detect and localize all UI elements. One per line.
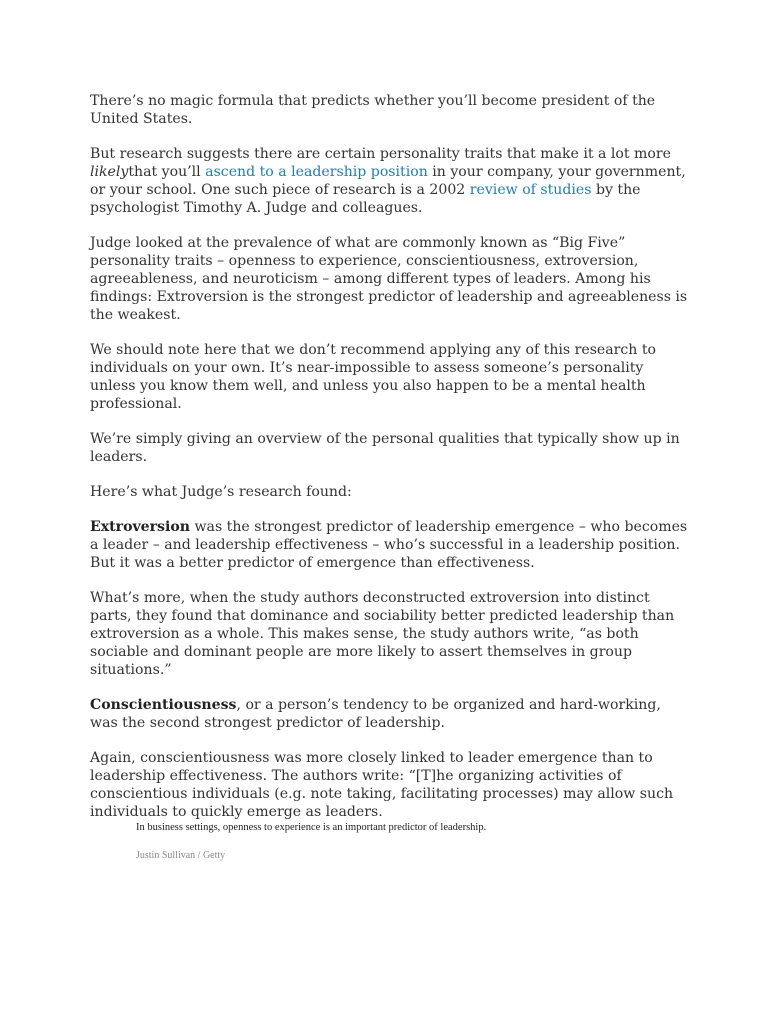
paragraph-emergence: Again, conscientiousness was more closely linked to leader emergence than to leadership effectiveness. The authors write: “[T]he organizing activities of conscientious individuals (e.g. note taking, facilitating processes) may allow such individuals to quickly emerge as leaders. bbox=[90, 750, 674, 820]
figure-caption: In business settings, openness to experience is an important predictor of leadership. bbox=[136, 822, 487, 833]
paragraph-text: was the strongest predictor of leadership emergence – who becomes a leader – and leadership effectiveness – who’s successful in a leadership position. But it was a better predictor of emergence than effectiveness. bbox=[90, 519, 688, 571]
emphasis-likely: likely bbox=[90, 164, 129, 180]
paragraph-research bbox=[90, 145, 690, 217]
paragraph-text: But research suggests there are certain personality traits that make it a lot more bbox=[90, 146, 671, 162]
term-conscientiousness: Conscientiousness bbox=[90, 697, 237, 713]
paragraph-disclaimer: We should note here that we don’t recommend applying any of this research to individuals on your own. It’s near-impossible to assess someone’s personality unless you know them well, and unless you also happen to be a mental health professional. bbox=[90, 342, 656, 412]
paragraph-overview: We’re simply giving an overview of the personal qualities that typically show up in leaders. bbox=[90, 431, 680, 465]
paragraph-text: that you’ll bbox=[128, 164, 206, 180]
paragraph-text: by the psychologist Timothy A. Judge and colleagues. bbox=[90, 182, 641, 216]
paragraph-extroversion bbox=[90, 518, 690, 572]
paragraph-dominance: What’s more, when the study authors deconstructed extroversion into distinct parts, they found that dominance and sociability better predicted leadership than extroversion as a whole. This makes sense, the study authors write, “as both sociable and dominant people are more likely to assert themselves in group situations.” bbox=[90, 590, 675, 678]
figure-credit: Justin Sullivan / Getty bbox=[136, 850, 226, 861]
article-body bbox=[90, 92, 690, 838]
link-leadership-position[interactable]: ascend to a leadership position bbox=[205, 164, 428, 180]
paragraph-findings-intro: Here’s what Judge’s research found: bbox=[90, 484, 352, 500]
paragraph-conscientiousness bbox=[90, 696, 690, 732]
term-extroversion: Extroversion bbox=[90, 519, 190, 535]
link-review-of-studies[interactable]: review of studies bbox=[469, 182, 592, 198]
paragraph-text: in your company, your government, or your school. One such piece of research is a 2002 bbox=[90, 164, 686, 198]
paragraph-big-five: Judge looked at the prevalence of what are commonly known as “Big Five” personality traits – openness to experience, conscientiousness, extroversion, agreeableness, and neuroticism – among different types of leaders. Among his findings: Extroversion is the strongest predictor of leadership and agreeableness is the weakest. bbox=[90, 235, 688, 323]
paragraph-intro: There’s no magic formula that predicts whether you’ll become president of the United States. bbox=[90, 93, 656, 127]
paragraph-text: , or a person’s tendency to be organized and hard-working, was the second strongest predictor of leadership. bbox=[90, 697, 661, 731]
